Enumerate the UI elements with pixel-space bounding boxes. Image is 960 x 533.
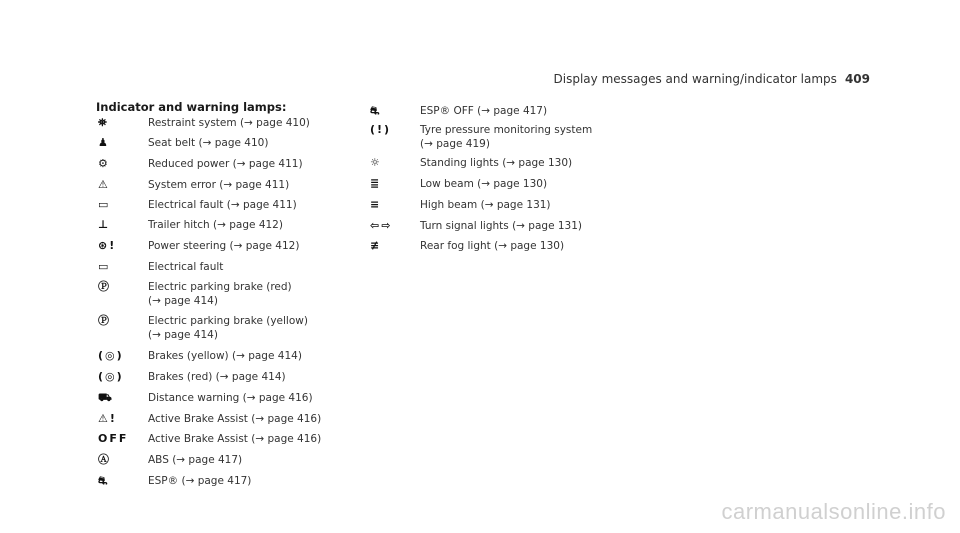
lamp-description: Electrical fault: [148, 261, 224, 273]
lamp-list-left: [96, 116, 356, 488]
parking-brake-icon: Ⓟ: [98, 314, 109, 327]
brake-icon: (◎): [98, 349, 124, 362]
esp-icon: ⛐: [98, 474, 108, 487]
parking-brake-icon: Ⓟ: [98, 280, 109, 293]
lamp-description: Electric parking brake (yellow) (→ page 414): [148, 315, 308, 341]
lamp-entry: [96, 116, 356, 130]
lamp-description: ESP® OFF (→ page 417): [420, 105, 548, 117]
lamp-entry: [96, 260, 356, 274]
lamp-entry: [96, 432, 356, 446]
left-column: [96, 100, 356, 488]
lamp-description: System error (→ page 411): [148, 179, 290, 191]
lamp-description: Trailer hitch (→ page 412): [148, 219, 283, 231]
lamp-entry: [368, 239, 628, 253]
tyre-pressure-icon: (!): [370, 123, 392, 136]
power-steering-icon: ⊛!: [98, 239, 117, 252]
standing-lights-icon: ☼: [370, 156, 380, 169]
lamp-entry: [96, 198, 356, 212]
lamp-entry: [96, 239, 356, 253]
lamp-description: High beam (→ page 131): [420, 199, 551, 211]
lamp-description: Restraint system (→ page 410): [148, 117, 310, 129]
lamp-description: Active Brake Assist (→ page 416): [148, 413, 322, 425]
lamp-entry: [96, 218, 356, 232]
lamp-entry: [368, 156, 628, 170]
lamp-description: Brakes (red) (→ page 414): [148, 371, 286, 383]
lamp-entry: [368, 219, 628, 233]
airbag-icon: ⛯: [98, 116, 107, 129]
lamp-description: ABS (→ page 417): [148, 454, 243, 466]
lamp-entry: [96, 280, 356, 308]
system-error-icon: ⚠: [98, 178, 108, 191]
lamp-description: Power steering (→ page 412): [148, 240, 300, 252]
lamp-entry: [368, 177, 628, 191]
esp-off-icon: ⛐: [370, 104, 380, 117]
lamp-description: Turn signal lights (→ page 131): [420, 220, 583, 232]
abs-icon: Ⓐ: [98, 453, 109, 466]
lamp-description: Seat belt (→ page 410): [148, 137, 269, 149]
active-brake-assist-icon: ⚠!: [98, 412, 117, 425]
lamp-entry: [96, 314, 356, 342]
lamp-description: Rear fog light (→ page 130): [420, 240, 565, 252]
lamp-entry: [96, 453, 356, 467]
right-column: [368, 104, 628, 253]
lamp-entry: [368, 123, 628, 151]
running-header: [554, 72, 870, 86]
lamp-description: Active Brake Assist (→ page 416): [148, 433, 322, 445]
lamp-description: ESP® (→ page 417): [148, 475, 252, 487]
rear-fog-light-icon: ≢: [370, 239, 380, 252]
lamp-description: Distance warning (→ page 416): [148, 392, 313, 404]
battery-icon: ▭: [98, 260, 109, 273]
lamp-description: Brakes (yellow) (→ page 414): [148, 350, 302, 362]
lamp-entry: [368, 104, 628, 118]
trailer-hitch-icon: ⊥: [98, 218, 109, 231]
active-brake-assist-off-icon: OFF: [98, 432, 129, 445]
lamp-description: Reduced power (→ page 411): [148, 158, 303, 170]
lamp-description: Standing lights (→ page 130): [420, 157, 573, 169]
reduced-power-icon: ⚙: [98, 157, 108, 170]
page-number: 409: [844, 72, 870, 86]
lamp-entry: [96, 157, 356, 171]
section-title: Indicator and warning lamps:: [96, 100, 287, 114]
lamp-entry: [368, 198, 628, 212]
lamp-description: Tyre pressure monitoring system (→ page 419): [420, 124, 593, 150]
lamp-entry: [96, 178, 356, 192]
seat-belt-icon: ♟: [98, 136, 108, 149]
watermark: carmanualsonline.info: [721, 499, 946, 524]
lamp-entry: [96, 349, 356, 363]
lamp-entry: [96, 412, 356, 426]
lamp-description: Low beam (→ page 130): [420, 178, 548, 190]
brake-icon: (◎): [98, 370, 124, 383]
battery-icon: ▭: [98, 198, 109, 211]
lamp-entry: [96, 370, 356, 384]
turn-signal-icon: ⇦⇨: [370, 219, 393, 232]
lamp-entry: [96, 474, 356, 488]
distance-warning-icon: ⛟: [98, 391, 112, 404]
low-beam-icon: ≣: [370, 177, 380, 190]
high-beam-icon: ≡: [370, 198, 380, 211]
lamp-description: Electrical fault (→ page 411): [148, 199, 297, 211]
lamp-entry: [96, 391, 356, 405]
lamp-entry: [96, 136, 356, 150]
lamp-list-right: [368, 104, 628, 253]
lamp-description: Electric parking brake (red) (→ page 414): [148, 281, 292, 307]
header-title: Display messages and warning/indicator lamps: [553, 72, 837, 86]
